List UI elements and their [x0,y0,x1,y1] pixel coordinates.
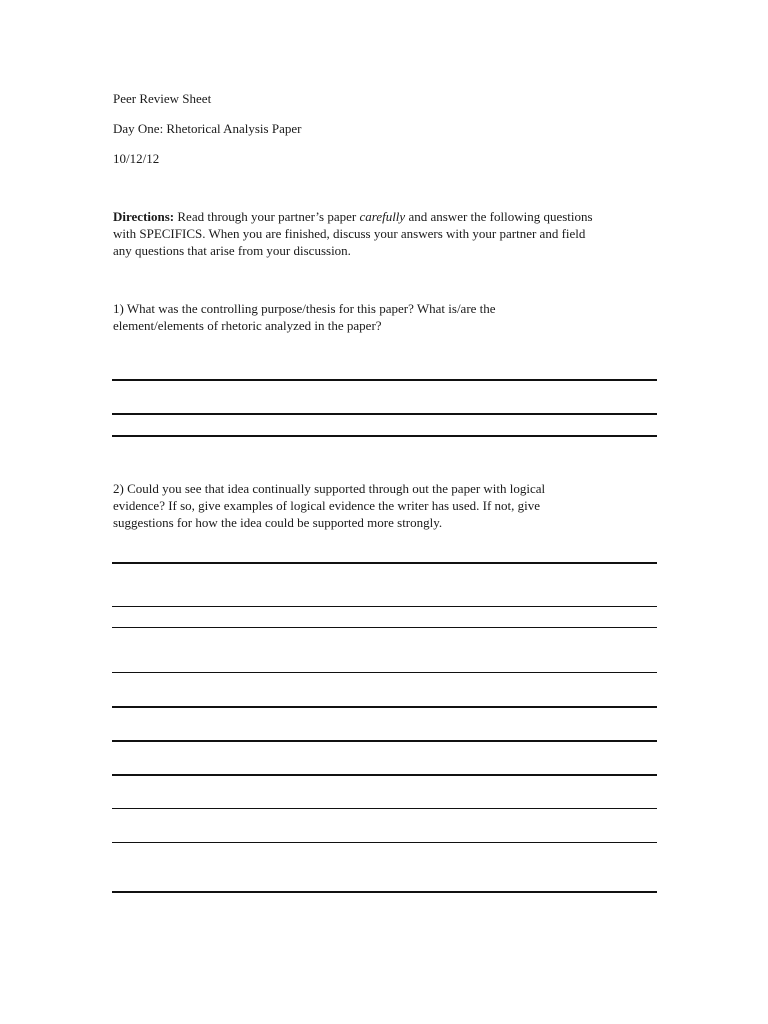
question-1-line-1: 1) What was the controlling purpose/thesis for this paper? What is/are the [113,301,496,316]
answer-line-q2-1[interactable] [112,562,657,564]
answer-line-q2-2[interactable] [112,606,657,607]
answer-line-q2-6[interactable] [112,740,657,742]
answer-line-q2-10[interactable] [112,891,657,893]
directions-emphasis: carefully [359,209,406,224]
sheet-subtitle: Day One: Rhetorical Analysis Paper [113,121,302,136]
directions-text-post: and answer the following questions [405,209,593,224]
answer-line-q2-9[interactable] [112,842,657,843]
question-2 [113,480,658,531]
question-2-line-3: suggestions for how the idea could be supported more strongly. [113,515,443,530]
answer-line-q2-5[interactable] [112,706,657,708]
sheet-title: Peer Review Sheet [113,91,212,106]
answer-line-q1-1[interactable] [112,379,657,381]
answer-line-q2-8[interactable] [112,808,657,809]
sheet-date: 10/12/12 [113,151,160,166]
directions-line-1 [113,208,658,225]
directions-paragraph [113,208,658,259]
directions-line-3: any questions that arise from your discussion. [113,243,351,258]
question-1 [113,300,658,334]
directions-label: Directions: [113,209,175,224]
directions-line-2: with SPECIFICS. When you are finished, discuss your answers with your partner and field [113,226,586,241]
answer-line-q2-7[interactable] [112,774,657,776]
question-1-line-2: element/elements of rhetoric analyzed in the paper? [113,318,382,333]
question-2-line-1: 2) Could you see that idea continually supported through out the paper with logical [113,481,546,496]
answer-line-q1-2[interactable] [112,413,657,415]
answer-line-q2-4[interactable] [112,672,657,673]
answer-line-q1-3[interactable] [112,435,657,437]
question-2-line-2: evidence? If so, give examples of logical evidence the writer has used. If not, give [113,498,541,513]
directions-text-pre: Read through your partner’s paper [177,209,360,224]
answer-line-q2-3[interactable] [112,627,657,628]
